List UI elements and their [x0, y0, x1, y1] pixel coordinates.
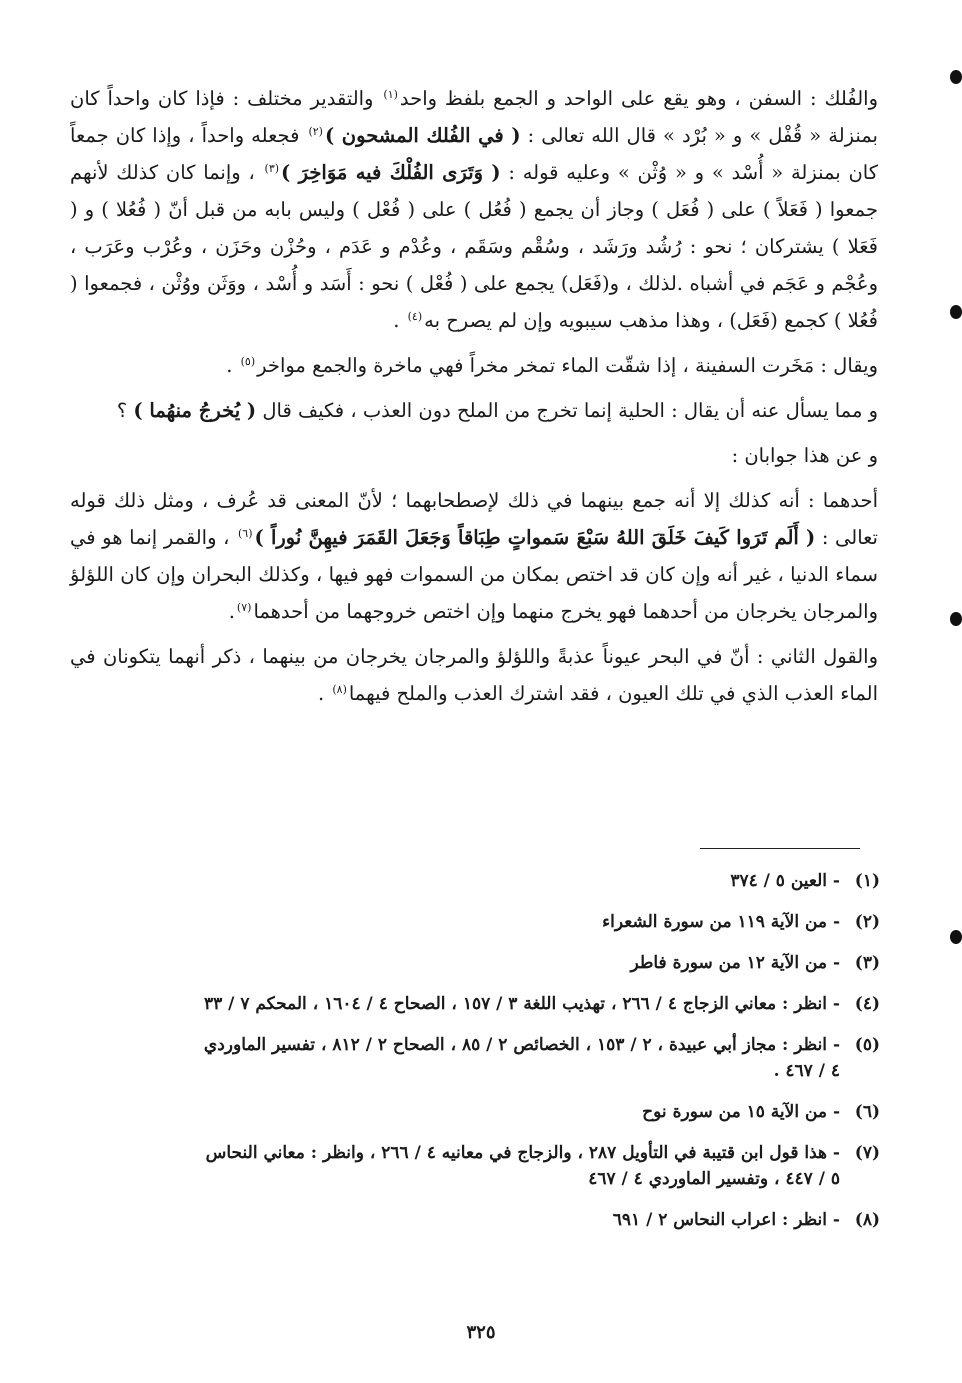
punch-hole-mark	[950, 305, 962, 319]
punch-hole-mark	[950, 70, 962, 84]
footnote-text: - انظر : معاني الزجاج ٤ / ٢٦٦ ، تهذيب اللغة ٣ / ١٥٧ ، الصحاح ٤ / ١٦٠٤ ، المحكم ٧ / ٣٣	[204, 994, 840, 1014]
text-segment: والتقدير مختلف : فإذا كان واحداً كان بمنزلة « قُفْل » و « بُرْد » قال الله تعالى :	[70, 87, 878, 147]
footnote-continuation: ٤ / ٤٦٧ .	[773, 1061, 840, 1081]
footnote-item	[80, 1140, 880, 1192]
footnote-number: (٢)	[854, 912, 880, 932]
footnote-ref[interactable]: (٨)	[332, 682, 347, 696]
footnote-number: (٨)	[854, 1210, 880, 1230]
footnote-number: (٦)	[854, 1102, 880, 1122]
quran-quote: ( وَتَرَى الفُلْكَ فيه مَوَاخِرَ )	[281, 161, 501, 184]
footnotes	[80, 868, 880, 1248]
footnote-item	[80, 991, 880, 1017]
footnote-item	[80, 1032, 880, 1084]
footnote-text: - انظر : اعراب النحاس ٢ / ٦٩١	[612, 1210, 840, 1230]
footnote-ref[interactable]: (٢)	[308, 124, 323, 138]
footnote-text: - من الآية ١٢ من سورة فاطر	[630, 953, 840, 973]
footnote-item	[80, 1099, 880, 1125]
text-segment: ويقال : مَخَرت السفينة ، إذا شقّت الماء تمخر مخراً فهي ماخرة والجمع مواخر	[257, 354, 878, 377]
footnote-ref[interactable]: (٦)	[238, 526, 253, 540]
punch-hole-mark	[950, 930, 962, 944]
paragraph-fulk	[70, 80, 878, 339]
footnote-number: (٣)	[854, 953, 880, 973]
footnote-number: (٧)	[854, 1143, 880, 1163]
main-text	[70, 80, 878, 720]
quran-quote: ( في الفُلك المشحون )	[324, 124, 521, 147]
paragraph-first-answer	[70, 482, 878, 630]
text-segment: ، والقمر إنما هو في سماء الدنيا ، غير أنه وإن كان قد اختص بمكان من السموات فهو فيها ، وكذلك البحران وإن كان اللؤلؤ والمرجان يخرجان من أحدهما فهو يخرج منهما وإن اختص خروجهما من أحدهما	[70, 526, 878, 623]
footnote-ref[interactable]: (٣)	[264, 161, 280, 175]
footnote-text: - انظر : مجاز أبي عبيدة ، ٢ / ١٥٣ ، الخصائص ٢ / ٨٥ ، الصحاح ٢ / ٨١٢ ، تفسير الماوردي	[203, 1035, 840, 1055]
footnote-text: - من الآية ١١٩ من سورة الشعراء	[602, 912, 840, 932]
footnote-ref[interactable]: (٤)	[407, 309, 423, 323]
footnote-ref[interactable]: (١)	[383, 87, 398, 101]
footnote-separator	[700, 848, 860, 849]
text-segment: و عن هذا جوابان :	[731, 444, 878, 467]
text-segment: أحدهما : أنه كذلك إلا أنه جمع بينهما في ذلك لإصطحابهما ؛ لأنّ المعنى قد عُرف ، ومثل ذلك قوله تعالى :	[70, 489, 878, 549]
text-segment: ؟	[116, 399, 134, 422]
quran-quote: ( يُخرجُ منهُما )	[133, 399, 257, 422]
text-segment: والفُلك : السفن ، وهو يقع على الواحد و الجمع بلفظ واحد	[399, 87, 878, 110]
footnote-ref[interactable]: (٧)	[236, 600, 252, 614]
paragraph-question	[70, 392, 878, 429]
text-segment: .	[317, 682, 331, 705]
paragraph-makhr	[70, 347, 878, 384]
footnote-ref[interactable]: (٥)	[240, 354, 256, 368]
text-segment: و مما يسأل عنه أن يقال : الحلية إنما تخرج من الملح دون العذب ، فكيف قال	[256, 399, 878, 422]
page-number: ٣٢٥	[466, 1322, 496, 1343]
footnote-item	[80, 868, 880, 894]
punch-hole-mark	[950, 612, 962, 626]
footnote-text: - من الآية ١٥ من سورة نوح	[642, 1102, 840, 1122]
footnote-item	[80, 950, 880, 976]
text-segment: .	[228, 600, 235, 623]
footnote-item	[80, 909, 880, 935]
footnote-text: - هذا قول ابن قتيبة في التأويل ٢٨٧ ، والزجاج في معانيه ٤ / ٢٦٦ ، وانظر : معاني النحاس	[205, 1143, 840, 1163]
paragraph-answers-intro	[70, 437, 878, 474]
paragraph-second-answer	[70, 638, 878, 712]
footnote-number: (٤)	[854, 994, 880, 1014]
text-segment: .	[226, 354, 239, 377]
footnote-continuation: ٥ / ٤٤٧ ، وتفسير الماوردي ٤ / ٤٦٧	[588, 1169, 840, 1189]
footnote-number: (٥)	[854, 1035, 880, 1055]
text-segment: ، وإنما كان كذلك لأنهم جمعوا ( فَعَلاً ) على ( فُعَل ) وجاز أن يجمع ( فُعُل ) على ( فُعْل ) وليس بابه من قبل أنّ ( فُعُلا ) و ( فَعَلا ) يشتركان ؛ نحو : رُشُد ورَشَد ، وسُقْم وسَقَم ، وعُدْم و عَدَم ، وحُزْن وحَزَن ، وعُرْب وعَرَب ، وعُجْم و عَجَم في أشباه .لذلك ، و(فَعَل) يجمع على ( فُعْل ) نحو : أَسَد و أُسْد ، ووَثَن ووُثْن ، فجمعوا ( فُعُلا ) كجمع (فَعَل) ، وهذا مذهب سيبويه وإن لم يصرح به	[70, 161, 878, 332]
quran-quote: ( أَلَم تَرَوا كَيفَ خَلَقَ اللهُ سَبْعَ سَمواتٍ طِبَاقاً وَجَعَلَ القَمَرَ فيهِنَّ نُوراً )	[254, 526, 816, 549]
footnote-text: - العين ٥ / ٣٧٤	[730, 871, 840, 891]
footnote-item	[80, 1207, 880, 1233]
text-segment: والقول الثاني : أنّ في البحر عيوناً عذبةً واللؤلؤ والمرجان يخرجان من بينهما ، ذكر أنهما يتكونان في الماء العذب الذي في تلك العيون ، فقد اشترك العذب والملح فيهما	[70, 645, 878, 705]
footnote-number: (١)	[854, 871, 880, 891]
text-segment: فجعله واحداً ، وإذا كان جمعاً كان بمنزلة « أُسْد » و « وُثْن » وعليه قوله :	[70, 124, 878, 184]
text-segment: .	[393, 309, 406, 332]
